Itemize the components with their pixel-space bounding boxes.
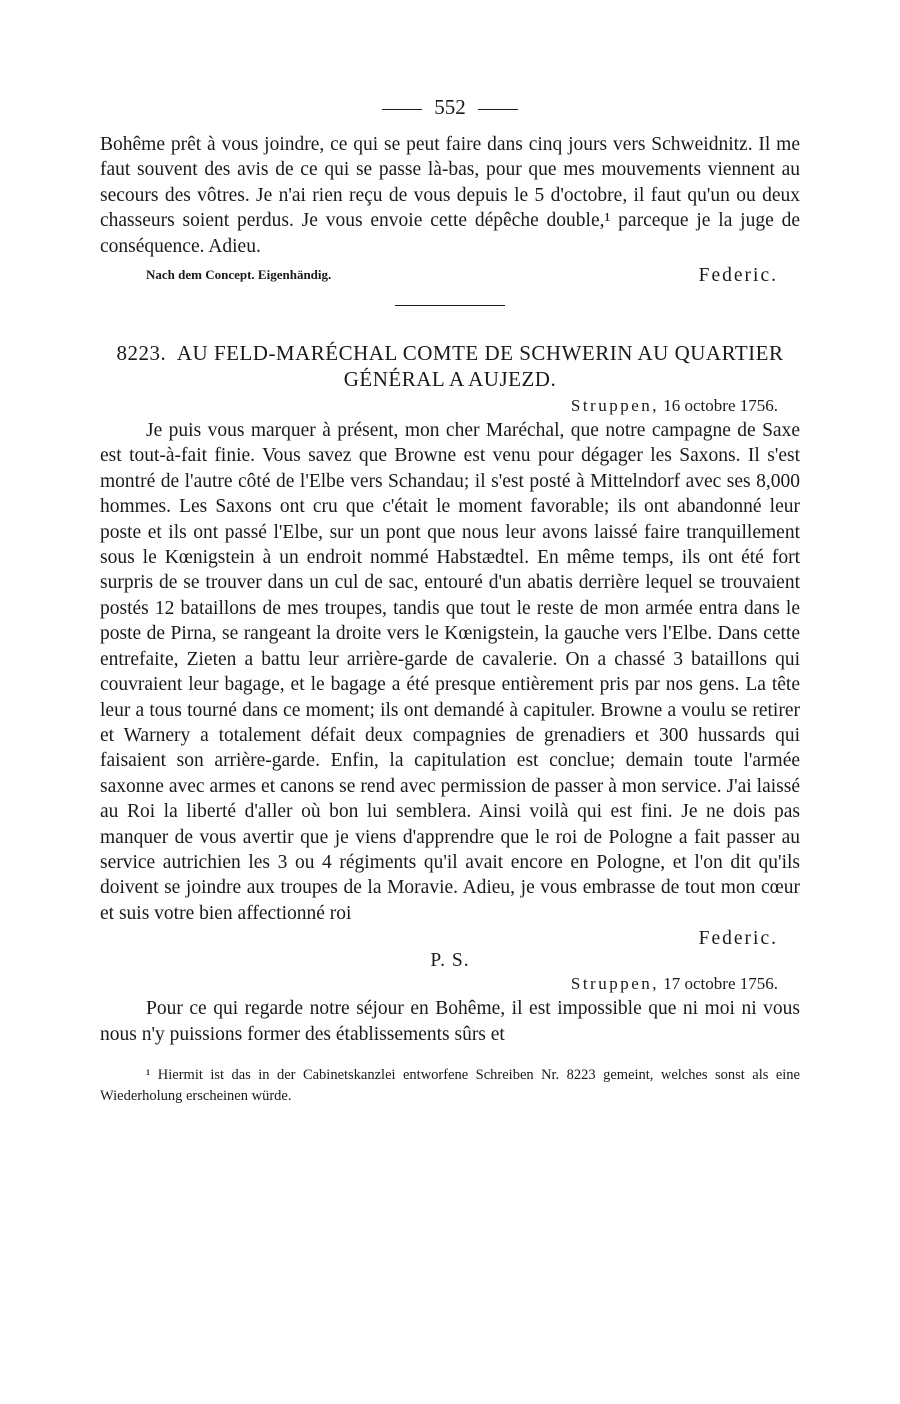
source-note: Nach dem Concept. Eigenhändig. <box>146 267 332 283</box>
previous-letter-text: Bohême prêt à vous joindre, ce qui se peut faire dans cinq jours vers Schweidnitz. Il me faut souvent des avis de ce qui se passe là-bas, pour que mes mouvements viennent au secours des vôtres. Je n'ai rien reçu de vous depuis le 5 d'octobre, il faut qu'un ou deux chasseurs soient perdus. Je vous envoie cette dépêche double,¹ parceque je la juge de conséquence. Adieu. <box>100 134 800 257</box>
header-dash-right <box>478 109 518 110</box>
letter-dateline <box>100 396 800 416</box>
letter-signature: Federic. <box>698 928 778 950</box>
letter-number: 8223. <box>116 341 167 366</box>
letter-date: 16 octobre 1756. <box>663 396 778 416</box>
letter-heading <box>100 340 800 392</box>
previous-letter-close <box>100 259 800 293</box>
footnote <box>100 1065 800 1107</box>
section-divider <box>395 305 505 306</box>
book-page <box>100 95 800 1107</box>
letter-title: AU FELD-MARÉCHAL COMTE DE SCHWERIN AU QUARTIER GÉNÉRAL A AUJEZD. <box>176 341 784 392</box>
page-number: 552 <box>434 95 466 119</box>
postscript-body: Pour ce qui regarde notre séjour en Bohême, il est impossible que ni moi ni vous nous n'y puissions former des établissements sûrs et <box>100 998 800 1045</box>
postscript-dateline <box>100 974 800 994</box>
footnote-text: ¹ Hiermit ist das in der Cabinetskanzlei entworfene Schreiben Nr. 8223 gemeint, welches sonst als eine Wiederholung erscheinen würde. <box>100 1066 800 1104</box>
postscript-label: P. S. <box>430 950 470 972</box>
previous-letter-signature: Federic. <box>698 265 778 287</box>
letter-place: Struppen, <box>570 396 660 416</box>
header-dash-left <box>382 109 422 110</box>
postscript-date: 17 octobre 1756. <box>663 974 778 994</box>
letter-body: Je puis vous marquer à présent, mon cher Maréchal, que notre campagne de Saxe est tout-à-fait finie. Vous savez que Browne est venu pour dégager les Saxons. Il s'est montré de l'autre côté de l'Elbe vers Schandau; il s'est posté à Mittelndorf avec ses 8,000 hommes. Les Saxons ont cru que c'était le moment favorable; ils ont abandonné leur poste et ils ont passé l'Elbe, sur un pont que nous leur avons laissé faire tranquillement sous le Kœnigstein à un endroit nommé Habstædtel. En même temps, ils ont été fort surpris de se trouver dans un cul de sac, entouré d'un abatis derrière lequel se trouvaient postés 12 bataillons de mes troupes, tandis que tout le reste de mon armée entra dans le poste de Pirna, se rangeant la droite vers le Kœnigstein, la gauche vers l'Elbe. Dans cette entrefaite, Zieten a battu leur arrière-garde de cavalerie. On a chassé 3 bataillons qui couvraient leur bagage, et le bagage a été presque entièrement pris par nos gens. La tête leur a tous tourné dans ce moment; ils ont demandé à capituler. Browne a voulu se retirer et Warnery a totalement défait deux compagnies de grenadiers et 300 hussards qui faisaient son arrière-garde. Enfin, la capitulation est conclue; demain toute l'armée saxonne avec armes et canons se rend avec permission de passer à mon service. J'ai laissé au Roi la liberté d'aller où bon lui semblera. Ainsi voilà qui est fini. Je ne dois pas manquer de vous avertir que je viens d'apprendre que le roi de Pologne a fait passer au service autrichien les 3 ou 4 régiments qu'il avait encore en Pologne, et l'on dit qu'ils doivent se joindre aux troupes de la Moravie. Adieu, je vous embrasse de tout mon cœur et suis votre bien affectionné roi <box>100 420 800 924</box>
postscript-place: Struppen, <box>570 974 660 994</box>
page-header <box>100 95 800 120</box>
